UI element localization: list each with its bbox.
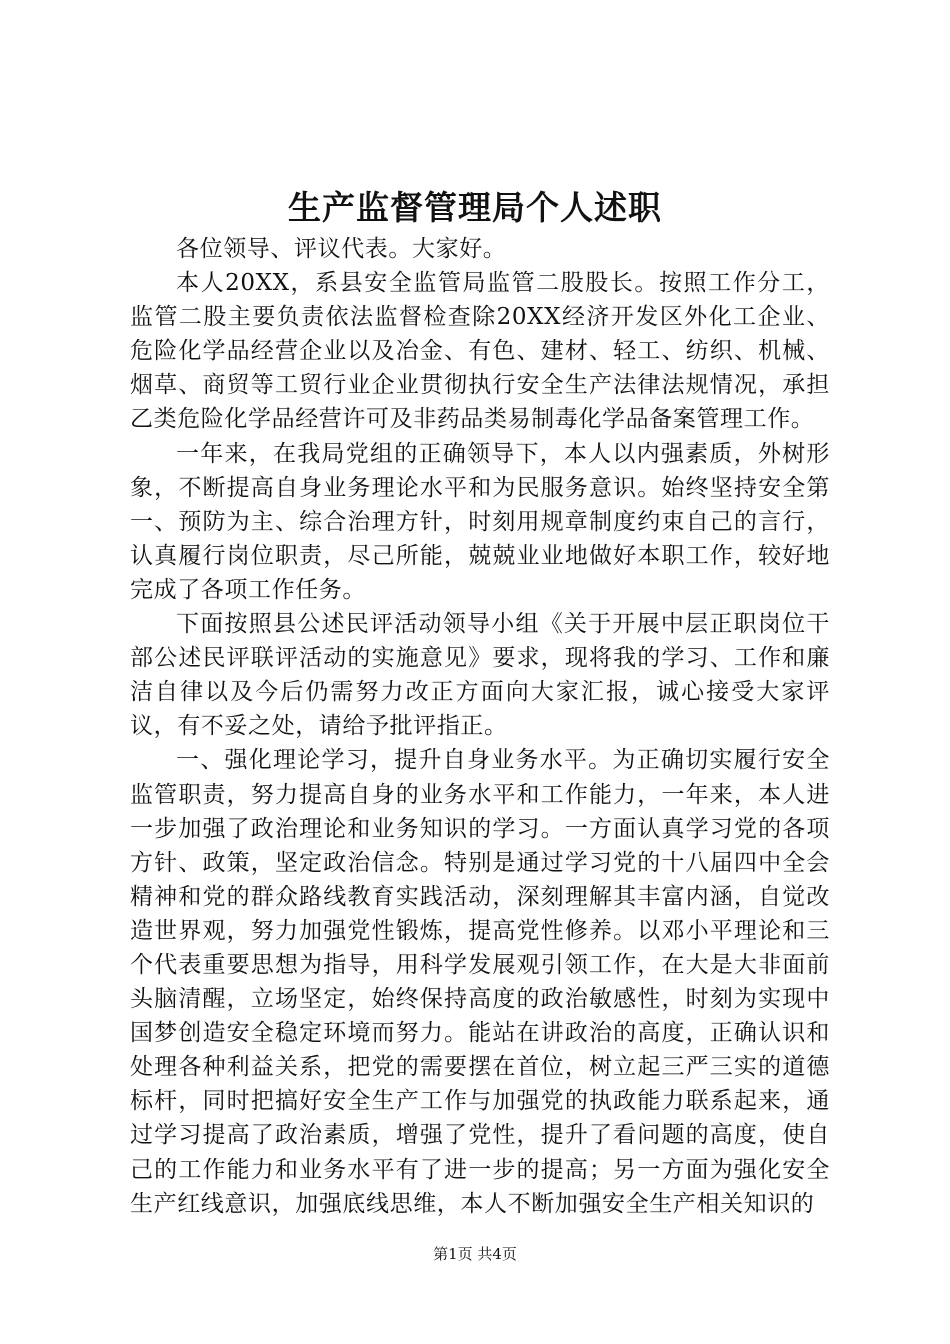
paragraph-greeting: 各位领导、评议代表。大家好。 [176,236,507,262]
page-number-footer: 第1页 共4页 [433,1245,517,1263]
paragraph-introduction: 本人20XX，系县安全监管局监管二股股长。按照工作分工，监管二股主要负责依法监督检查除20XX经济开发区外化工企业、危险化学品经营企业以及冶金、有色、建材、轻工、纺织、机械、烟草、商贸等工贸行业企业贯彻执行安全生产法律法规情况，承担乙类危险化学品经营许可及非药品类易制毒化学品备案管理工作。 [130,270,830,433]
paragraph-section-one: 一、强化理论学习，提升自身业务水平。为正确切实履行安全监管职责，努力提高自身的业务水平和工作能力，一年来，本人进一步加强了政治理论和业务知识的学习。一方面认真学习党的各项方针、政策，坚定政治信念。特别是通过学习党的十八届四中全会精神和党的群众路线教育实践活动，深刻理解其丰富内涵，自觉改造世界观，努力加强党性锻炼，提高党性修养。以邓小平理论和三个代表重要思想为指导，用科学发展观引领工作，在大是大非面前头脑清醒，立场坚定，始终保持高度的政治敏感性，时刻为实现中国梦创造安全稳定环境而努力。能站在讲政治的高度，正确认识和处理各种利益关系，把党的需要摆在首位，树立起三严三实的道德标杆，同时把搞好安全生产工作与加强党的执政能力联系起来，通过学习提高了政治素质，增强了党性，提升了看问题的高度，使自己的工作能力和业务水平有了进一步的提高；另一方面为强化安全生产红线意识，加强底线思维，本人不断加强安全生产相关知识的 [130,747,830,1217]
document-title: 生产监督管理局个人述职 [288,188,662,227]
paragraph-report-intro: 下面按照县公述民评活动领导小组《关于开展中层正职岗位干部公述民评联评活动的实施意见》要求，现将我的学习、工作和廉洁自律以及今后仍需努力改正方面向大家汇报，诚心接受大家评议，有不妥之处，请给予批评指正。 [130,611,830,740]
document-body [130,232,830,1221]
paragraph-overview: 一年来，在我局党组的正确领导下，本人以内强素质，外树形象，不断提高自身业务理论水平和为民服务意识。始终坚持安全第一、预防为主、综合治理方针，时刻用规章制度约束自己的言行，认真履行岗位职责，尽己所能，兢兢业业地做好本职工作，较好地完成了各项工作任务。 [130,440,830,603]
